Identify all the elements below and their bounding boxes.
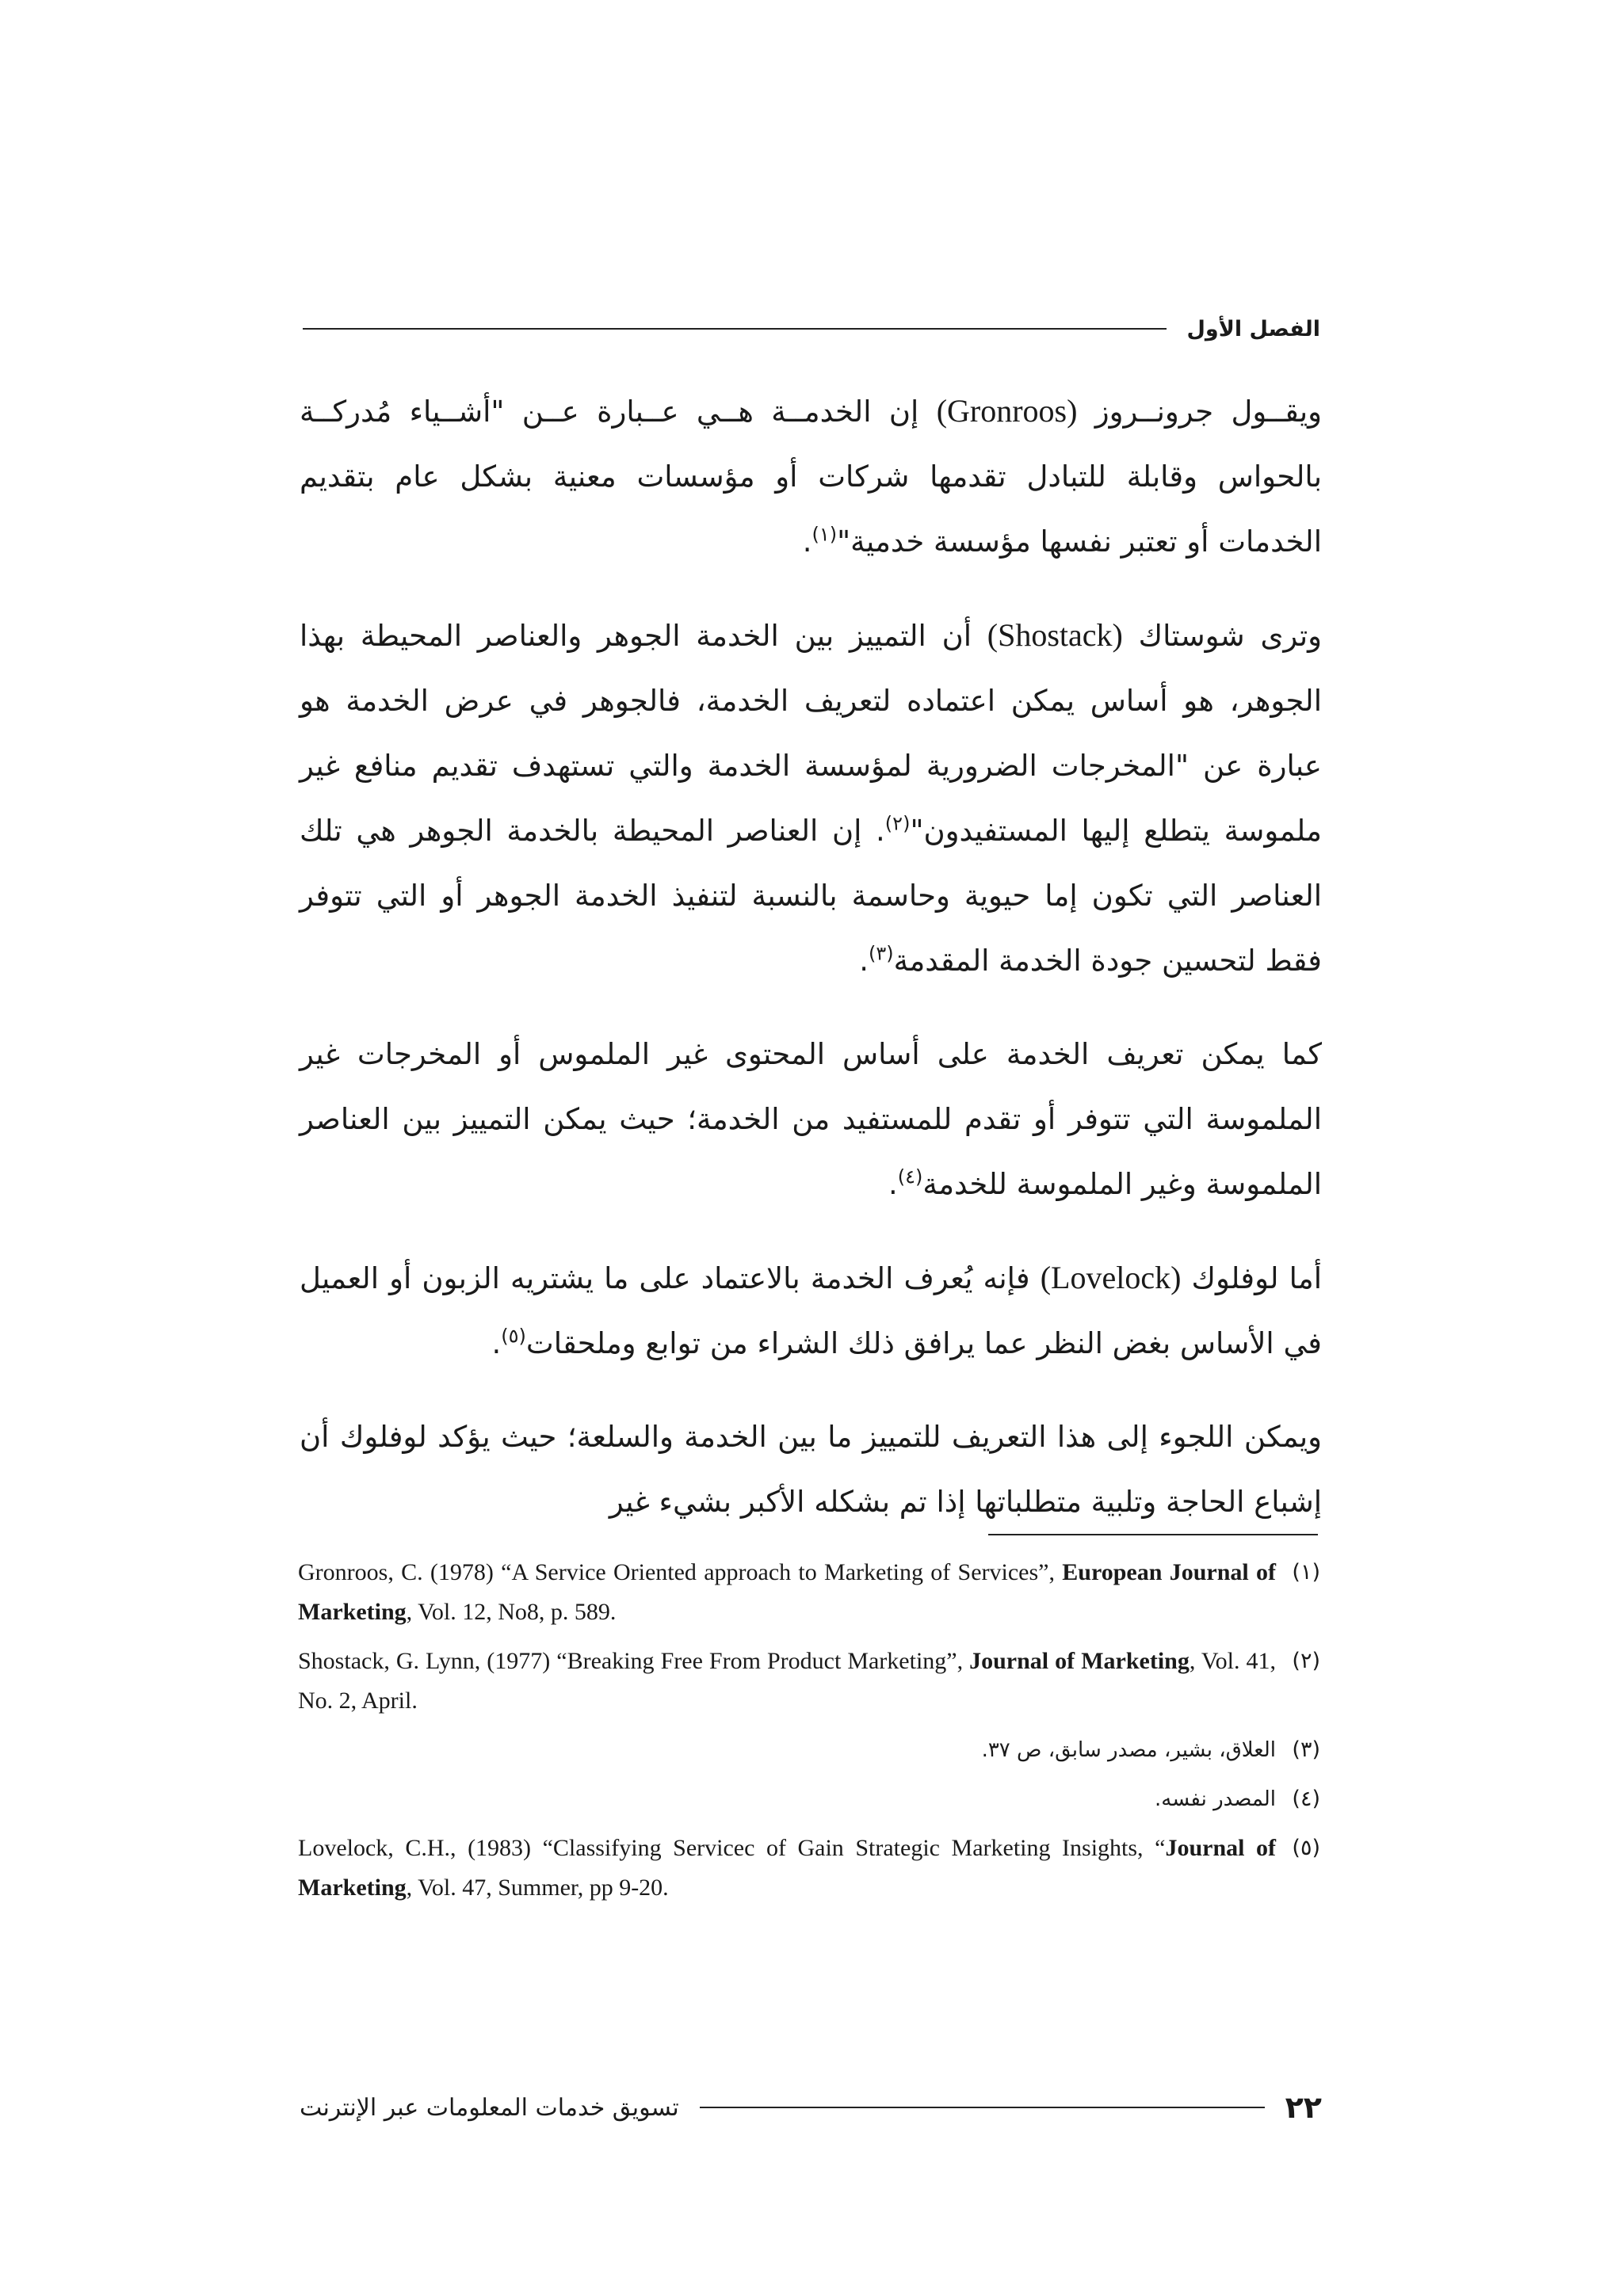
footnote-journal: Journal of Marketing — [969, 1648, 1190, 1674]
page-number: ٢٢ — [1285, 2090, 1322, 2125]
footnote-text: المصدر نفسه. — [1155, 1787, 1276, 1811]
body-text — [300, 379, 1322, 1563]
footnote-number: (٢) — [1292, 1649, 1320, 1673]
paragraph-1-end: . — [802, 524, 812, 559]
paragraph-4-text-a: أما لوفلوك — [1181, 1261, 1322, 1295]
footnote-text — [298, 1829, 1276, 1908]
paragraph-2-latin-name: (Shostack) — [987, 617, 1123, 653]
footnote-text — [298, 1642, 1276, 1721]
running-header — [303, 309, 1320, 349]
running-footer — [300, 2084, 1322, 2131]
paragraph-1-text-a: ويقــول جرونــروز — [1077, 395, 1322, 429]
footnote-citation-pre: Lovelock, C.H., (1983) “Classifying Servicec of Gain Strategic Marketing Insights, “ — [298, 1835, 1166, 1861]
paragraph-1-text-b: إن الخدمــة هــي عــبارة عــن "أشــياء مُدركــة بالحواس وقابلة للتبادل تقدمها شركات أو مؤسسات معنية بشكل عام بتقديم الخدمات أو تعتبر نفسها مؤسسة خدمية" — [300, 395, 1322, 559]
footnote-citation-pre: Shostack, G. Lynn, (1977) “Breaking Free From Product Marketing”, — [298, 1648, 970, 1674]
paragraph-1 — [300, 379, 1322, 574]
paragraph-1-latin-name: (Gronroos) — [936, 393, 1078, 429]
footnote-number: (٤) — [1292, 1787, 1320, 1811]
footnote-2 — [298, 1642, 1320, 1721]
footnote-number: (٣) — [1292, 1737, 1320, 1762]
footnote-1 — [298, 1553, 1320, 1632]
footer-rule — [700, 2107, 1265, 2108]
footnote-number: (١) — [1292, 1560, 1320, 1585]
book-title: تسويق خدمات المعلومات عبر الإنترنت — [300, 2093, 679, 2122]
footnote-journal: European Journal of Marketing — [298, 1559, 1276, 1625]
footnote-journal: Journal of Marketing — [298, 1835, 1276, 1901]
footnote-5 — [298, 1829, 1320, 1908]
paragraph-4-end: . — [491, 1326, 502, 1360]
paragraph-2-text-a: وترى شوستاك — [1122, 619, 1322, 653]
footnote-text: العلاق، بشير، مصدر سابق، ص ٣٧. — [981, 1738, 1276, 1762]
footnote-number: (٥) — [1292, 1836, 1320, 1860]
paragraph-2-end: . — [859, 944, 869, 978]
footnote-citation-post: , Vol. 47, Summer, pp 9-20. — [406, 1875, 669, 1901]
paragraph-4-latin-name: (Lovelock) — [1040, 1260, 1182, 1295]
header-rule — [303, 328, 1167, 330]
paragraph-3 — [300, 1022, 1322, 1217]
footnote-ref-5: (٥) — [501, 1325, 526, 1348]
footnote-ref-3: (٣) — [869, 942, 894, 965]
footnote-citation-pre: Gronroos, C. (1978) “A Service Oriented approach to Marketing of Services”, — [298, 1559, 1063, 1585]
footnote-divider — [988, 1534, 1318, 1535]
footnotes — [298, 1553, 1320, 1917]
paragraph-4 — [300, 1245, 1322, 1376]
paragraph-5-text-a: ويمكن اللجوء إلى هذا التعريف للتمييز ما بين الخدمة والسلعة؛ حيث يؤكد لوفلوك أن إشباع الحاجة وتلبية متطلباتها إذا تم بشكله الأكبر بشيء غير — [300, 1420, 1322, 1519]
chapter-title: الفصل الأول — [1186, 316, 1320, 341]
footnote-ref-2: (٢) — [884, 812, 911, 835]
footnote-4 — [298, 1779, 1320, 1819]
footnote-ref-1: (١) — [812, 523, 838, 546]
paragraph-2 — [300, 603, 1322, 994]
footnote-ref-4: (٤) — [897, 1165, 923, 1188]
paragraph-3-end: . — [888, 1167, 898, 1201]
footnote-3 — [298, 1730, 1320, 1770]
paragraph-5 — [300, 1405, 1322, 1535]
paragraph-4-text-b: فإنه يُعرف الخدمة بالاعتماد على ما يشتريه الزبون أو العميل في الأساس بغض النظر عما يرافق ذلك الشراء من توابع وملحقات — [300, 1261, 1322, 1360]
footnote-citation-post: , Vol. 12, No8, p. 589. — [406, 1599, 617, 1625]
paragraph-3-text-a: كما يمكن تعريف الخدمة على أساس المحتوى غير الملموس أو المخرجات غير الملموسة التي تتوفر أو تقدم للمستفيد من الخدمة؛ حيث يمكن التمييز بين العناصر الملموسة وغير الملموسة للخدمة — [300, 1037, 1322, 1201]
footnote-citation-post: , Vol. 41, No. 2, April. — [298, 1648, 1276, 1714]
footnote-text — [298, 1553, 1276, 1632]
paragraph-2-text-b: أن التمييز بين الخدمة الجوهر والعناصر المحيطة بهذا الجوهر، هو أساس يمكن اعتماده لتعريف الخدمة، فالجوهر في عرض الخدمة هو عبارة عن "المخرجات الضرورية لمؤسسة الخدمة والتي تستهدف تقديم منافع غير ملموسة يتطلع إليها المستفيدون" — [300, 619, 1322, 848]
paragraph-2-text-c: . إن العناصر المحيطة بالخدمة الجوهر هي تلك العناصر التي تكون إما حيوية وحاسمة بالنسبة لتنفيذ الخدمة الجوهر أو التي تتوفر فقط لتحسين جودة الخدمة المقدمة — [300, 814, 1322, 978]
